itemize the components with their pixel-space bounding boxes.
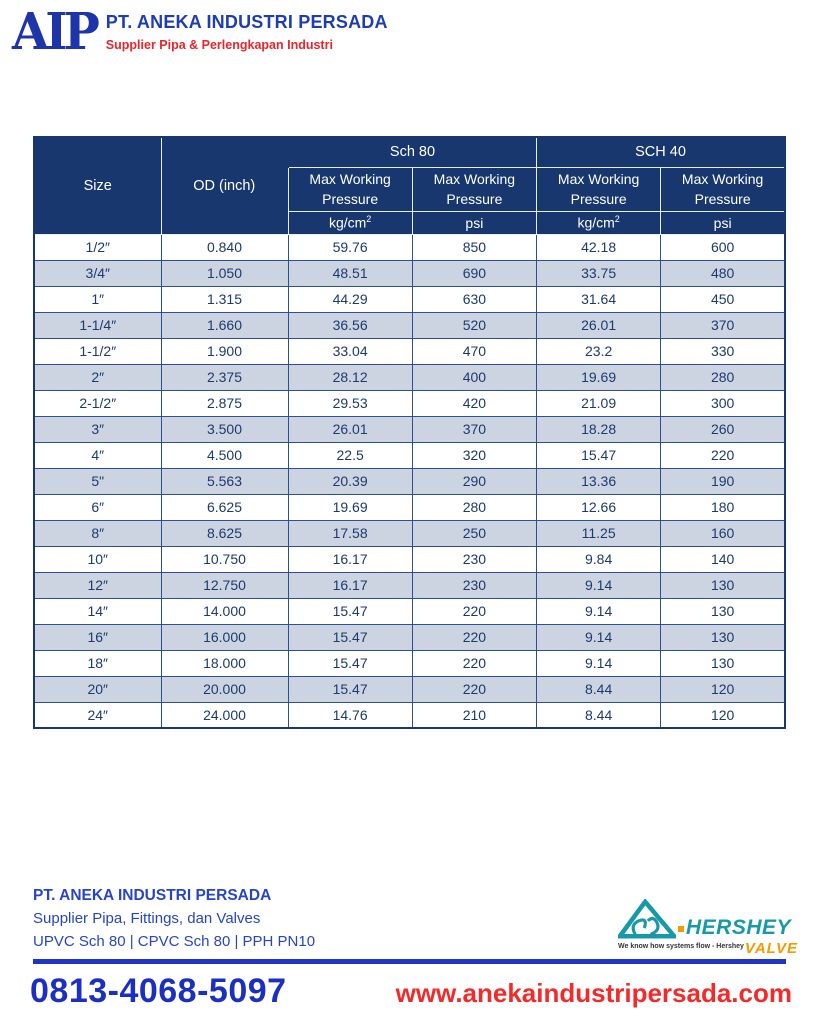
phone-number: 0813-4068-5097 bbox=[30, 972, 287, 1010]
company-tagline: Supplier Pipa & Perlengkapan Industri bbox=[105, 38, 333, 52]
cell-od: 18.000 bbox=[161, 650, 288, 676]
pressure-line: Pressure bbox=[322, 191, 379, 207]
cell-sch80_psi: 630 bbox=[412, 286, 536, 312]
cell-sch40_psi: 160 bbox=[661, 520, 785, 546]
max-working-line: Max Working bbox=[681, 171, 764, 187]
unit-kg-sup: 2 bbox=[366, 214, 372, 225]
cell-size: 3″ bbox=[34, 416, 161, 442]
cell-sch80_psi: 290 bbox=[412, 468, 536, 494]
cell-od: 2.375 bbox=[161, 364, 288, 390]
cell-sch80_psi: 280 bbox=[412, 494, 536, 520]
cell-sch40_kg: 33.75 bbox=[537, 260, 661, 286]
cell-sch40_kg: 31.64 bbox=[537, 286, 661, 312]
cell-sch80_kg: 14.76 bbox=[288, 702, 412, 728]
cell-sch40_psi: 190 bbox=[661, 468, 785, 494]
unit-sch80-kg bbox=[288, 211, 412, 234]
cell-sch80_psi: 470 bbox=[412, 338, 536, 364]
hershey-brand-label: HERSHEY bbox=[686, 916, 792, 939]
header-sch80-psi-label bbox=[412, 167, 536, 211]
cell-sch80_psi: 220 bbox=[412, 650, 536, 676]
cell-sch80_psi: 220 bbox=[412, 598, 536, 624]
footer-company-name: PT. ANEKA INDUSTRI PERSADA bbox=[33, 887, 272, 904]
table-row bbox=[34, 468, 785, 494]
table-row bbox=[34, 390, 785, 416]
cell-sch40_psi: 130 bbox=[661, 650, 785, 676]
max-working-line: Max Working bbox=[309, 171, 391, 187]
cell-sch80_kg: 29.53 bbox=[288, 390, 412, 416]
cell-od: 12.750 bbox=[161, 572, 288, 598]
cell-od: 20.000 bbox=[161, 676, 288, 702]
cell-size: 3/4″ bbox=[34, 260, 161, 286]
cell-sch40_kg: 9.84 bbox=[537, 546, 661, 572]
hershey-logo-bottom bbox=[618, 940, 798, 957]
cell-size: 4″ bbox=[34, 442, 161, 468]
cell-sch40_kg: 21.09 bbox=[537, 390, 661, 416]
table-header bbox=[34, 137, 785, 234]
page-header bbox=[12, 2, 388, 62]
cell-sch40_psi: 480 bbox=[661, 260, 785, 286]
table-row bbox=[34, 312, 785, 338]
cell-size: 8″ bbox=[34, 520, 161, 546]
cell-sch80_kg: 22.5 bbox=[288, 442, 412, 468]
cell-od: 24.000 bbox=[161, 702, 288, 728]
cell-sch80_psi: 690 bbox=[412, 260, 536, 286]
header-sch80-kg-label bbox=[288, 167, 412, 211]
website-url: www.anekaindustripersada.com bbox=[395, 978, 792, 1008]
cell-size: 6″ bbox=[34, 494, 161, 520]
header-group-sch80: Sch 80 bbox=[288, 137, 537, 167]
cell-sch40_kg: 19.69 bbox=[537, 364, 661, 390]
cell-sch80_psi: 220 bbox=[412, 624, 536, 650]
header-group-sch40: SCH 40 bbox=[537, 137, 786, 167]
hershey-brand-text bbox=[678, 917, 791, 939]
cell-od: 1.900 bbox=[161, 338, 288, 364]
table-row bbox=[34, 286, 785, 312]
cell-sch80_psi: 400 bbox=[412, 364, 536, 390]
cell-od: 0.840 bbox=[161, 234, 288, 260]
cell-sch80_kg: 59.76 bbox=[288, 234, 412, 260]
hershey-dot-icon bbox=[678, 926, 684, 932]
table-row bbox=[34, 520, 785, 546]
cell-sch80_psi: 230 bbox=[412, 572, 536, 598]
table-row bbox=[34, 546, 785, 572]
cell-sch80_kg: 15.47 bbox=[288, 598, 412, 624]
hershey-valve-logo bbox=[618, 899, 798, 957]
hershey-triangle-icon bbox=[618, 899, 676, 939]
hershey-valve-text: VALVE bbox=[744, 940, 798, 957]
table-row bbox=[34, 442, 785, 468]
cell-od: 8.625 bbox=[161, 520, 288, 546]
cell-sch40_kg: 9.14 bbox=[537, 598, 661, 624]
cell-sch80_kg: 15.47 bbox=[288, 676, 412, 702]
cell-sch80_kg: 48.51 bbox=[288, 260, 412, 286]
header-text-block bbox=[106, 12, 388, 52]
cell-sch40_kg: 15.47 bbox=[537, 442, 661, 468]
cell-sch40_psi: 180 bbox=[661, 494, 785, 520]
cell-sch80_kg: 20.39 bbox=[288, 468, 412, 494]
company-name: PT. ANEKA INDUSTRI PERSADA bbox=[105, 12, 388, 32]
cell-sch40_kg: 42.18 bbox=[537, 234, 661, 260]
cell-od: 6.625 bbox=[161, 494, 288, 520]
cell-od: 2.875 bbox=[161, 390, 288, 416]
table-row bbox=[34, 702, 785, 728]
cell-od: 10.750 bbox=[161, 546, 288, 572]
cell-od: 1.050 bbox=[161, 260, 288, 286]
cell-sch40_kg: 8.44 bbox=[537, 676, 661, 702]
cell-sch40_psi: 120 bbox=[661, 676, 785, 702]
cell-size: 12″ bbox=[34, 572, 161, 598]
cell-sch40_psi: 130 bbox=[661, 624, 785, 650]
cell-sch40_kg: 9.14 bbox=[537, 572, 661, 598]
header-size: Size bbox=[34, 137, 161, 234]
cell-size: 18″ bbox=[34, 650, 161, 676]
cell-sch80_kg: 16.17 bbox=[288, 546, 412, 572]
cell-od: 16.000 bbox=[161, 624, 288, 650]
table-row bbox=[34, 676, 785, 702]
unit-sch80-psi: psi bbox=[412, 211, 536, 234]
cell-sch80_kg: 15.47 bbox=[288, 624, 412, 650]
header-od: OD (inch) bbox=[161, 137, 288, 234]
cell-od: 3.500 bbox=[161, 416, 288, 442]
cell-sch80_kg: 17.58 bbox=[288, 520, 412, 546]
table-row bbox=[34, 572, 785, 598]
unit-kg-text: kg/cm bbox=[328, 214, 367, 231]
cell-sch40_kg: 9.14 bbox=[537, 650, 661, 676]
footer-line1: Supplier Pipa, Fittings, dan Valves bbox=[33, 910, 261, 927]
cell-sch40_psi: 120 bbox=[661, 702, 785, 728]
unit-kg-sup: 2 bbox=[614, 214, 620, 225]
cell-sch40_kg: 9.14 bbox=[537, 624, 661, 650]
cell-size: 5" bbox=[34, 468, 161, 494]
cell-size: 1/2″ bbox=[34, 234, 161, 260]
footer-divider bbox=[33, 959, 786, 964]
cell-od: 1.660 bbox=[161, 312, 288, 338]
table-body bbox=[34, 234, 785, 728]
pressure-line: Pressure bbox=[446, 191, 503, 207]
cell-sch80_kg: 16.17 bbox=[288, 572, 412, 598]
table-row bbox=[34, 364, 785, 390]
cell-sch80_kg: 36.56 bbox=[288, 312, 412, 338]
cell-sch40_kg: 13.36 bbox=[537, 468, 661, 494]
cell-sch40_psi: 450 bbox=[661, 286, 785, 312]
table-row bbox=[34, 650, 785, 676]
hershey-tagline: We know how systems flow - Hershey bbox=[618, 943, 744, 950]
cell-sch80_kg: 26.01 bbox=[288, 416, 412, 442]
cell-sch40_kg: 8.44 bbox=[537, 702, 661, 728]
cell-sch80_psi: 420 bbox=[412, 390, 536, 416]
table-row bbox=[34, 416, 785, 442]
table-row bbox=[34, 234, 785, 260]
cell-size: 16″ bbox=[34, 624, 161, 650]
table-row bbox=[34, 624, 785, 650]
pressure-spec-table bbox=[33, 136, 786, 729]
unit-sch40-kg bbox=[537, 211, 661, 234]
cell-size: 14″ bbox=[34, 598, 161, 624]
cell-size: 20″ bbox=[34, 676, 161, 702]
cell-sch80_psi: 320 bbox=[412, 442, 536, 468]
header-sch40-psi-label bbox=[661, 167, 785, 211]
cell-sch80_kg: 28.12 bbox=[288, 364, 412, 390]
cell-od: 1.315 bbox=[161, 286, 288, 312]
header-sch40-kg-label bbox=[537, 167, 661, 211]
cell-size: 2″ bbox=[34, 364, 161, 390]
cell-sch40_psi: 300 bbox=[661, 390, 785, 416]
hershey-logo-top bbox=[618, 899, 798, 939]
cell-sch40_psi: 220 bbox=[661, 442, 785, 468]
cell-sch80_psi: 850 bbox=[412, 234, 536, 260]
cell-sch80_psi: 520 bbox=[412, 312, 536, 338]
cell-size: 2-1/2″ bbox=[34, 390, 161, 416]
max-working-line: Max Working bbox=[433, 171, 516, 187]
cell-sch40_kg: 26.01 bbox=[537, 312, 661, 338]
cell-sch40_kg: 11.25 bbox=[537, 520, 661, 546]
cell-sch40_psi: 130 bbox=[661, 572, 785, 598]
table-row bbox=[34, 598, 785, 624]
cell-sch40_kg: 23.2 bbox=[537, 338, 661, 364]
footer-line2: UPVC Sch 80 | CPVC Sch 80 | PPH PN10 bbox=[33, 933, 316, 950]
table-row bbox=[34, 260, 785, 286]
table-row bbox=[34, 494, 785, 520]
max-working-line: Max Working bbox=[557, 171, 640, 187]
cell-od: 4.500 bbox=[161, 442, 288, 468]
footer-info bbox=[33, 884, 315, 953]
cell-sch40_psi: 260 bbox=[661, 416, 785, 442]
cell-sch40_psi: 280 bbox=[661, 364, 785, 390]
cell-sch40_psi: 600 bbox=[661, 234, 785, 260]
cell-sch80_psi: 370 bbox=[412, 416, 536, 442]
cell-size: 24″ bbox=[34, 702, 161, 728]
pressure-line: Pressure bbox=[570, 191, 627, 207]
table-row bbox=[34, 338, 785, 364]
contact-bar bbox=[30, 972, 792, 1011]
cell-sch80_kg: 44.29 bbox=[288, 286, 412, 312]
cell-sch80_psi: 220 bbox=[412, 676, 536, 702]
cell-sch40_kg: 18.28 bbox=[537, 416, 661, 442]
cell-sch40_kg: 12.66 bbox=[537, 494, 661, 520]
cell-sch40_psi: 140 bbox=[661, 546, 785, 572]
cell-sch80_kg: 15.47 bbox=[288, 650, 412, 676]
cell-sch40_psi: 370 bbox=[661, 312, 785, 338]
unit-kg-text: kg/cm bbox=[577, 214, 615, 231]
cell-sch40_psi: 330 bbox=[661, 338, 785, 364]
cell-sch80_kg: 33.04 bbox=[288, 338, 412, 364]
cell-size: 1″ bbox=[34, 286, 161, 312]
cell-size: 1-1/4″ bbox=[34, 312, 161, 338]
cell-sch80_psi: 250 bbox=[412, 520, 536, 546]
pressure-line: Pressure bbox=[694, 191, 751, 207]
cell-size: 1-1/2″ bbox=[34, 338, 161, 364]
unit-sch40-psi: psi bbox=[661, 211, 785, 234]
cell-sch80_psi: 210 bbox=[412, 702, 536, 728]
aip-logo: AIP bbox=[12, 2, 96, 62]
cell-sch40_psi: 130 bbox=[661, 598, 785, 624]
cell-sch80_kg: 19.69 bbox=[288, 494, 412, 520]
cell-od: 5.563 bbox=[161, 468, 288, 494]
cell-sch80_psi: 230 bbox=[412, 546, 536, 572]
cell-size: 10″ bbox=[34, 546, 161, 572]
cell-od: 14.000 bbox=[161, 598, 288, 624]
